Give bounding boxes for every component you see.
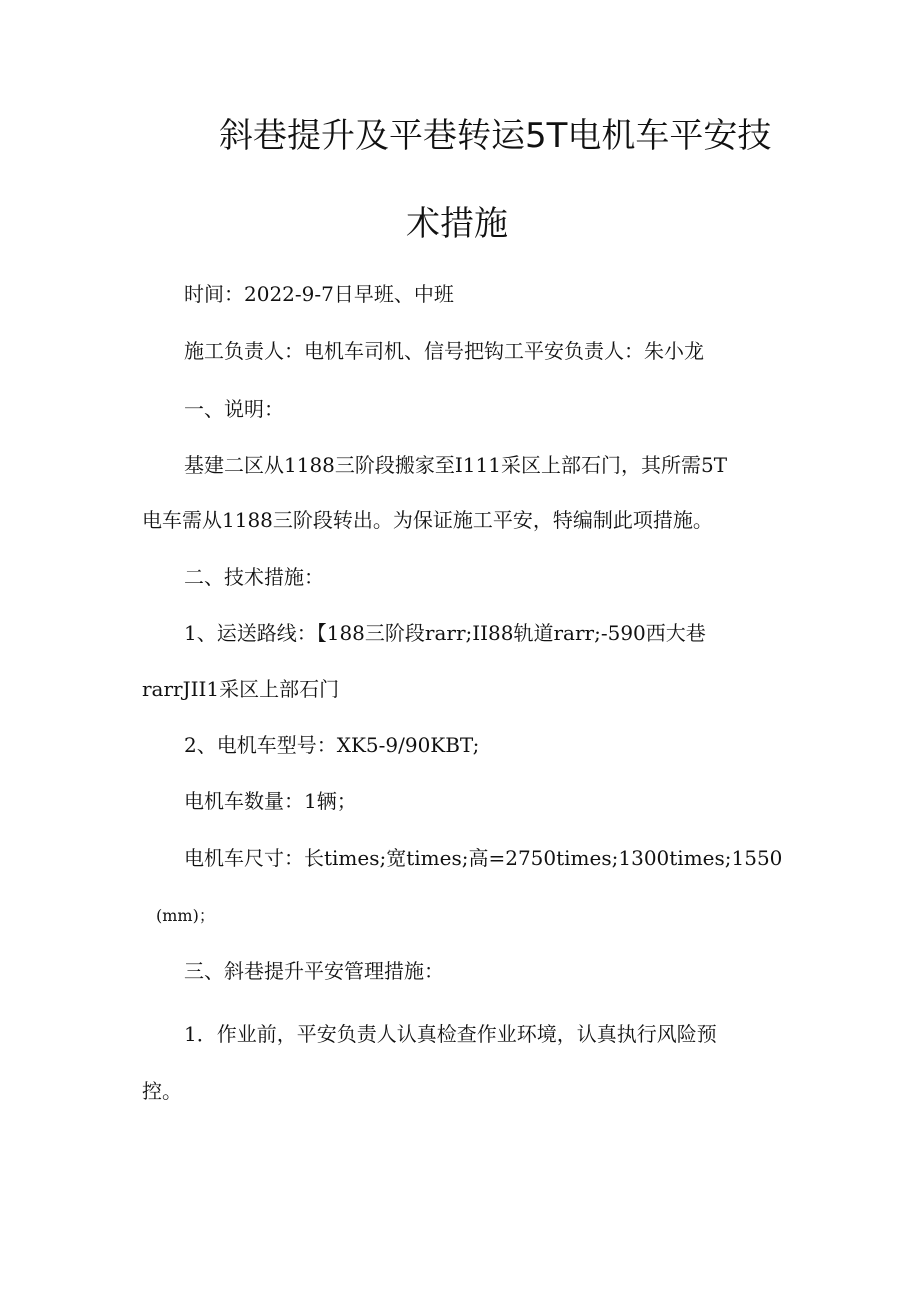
- section-1-heading: 一、说明：: [184, 397, 284, 421]
- route-line-2: rarrJII1采区上部石门: [142, 677, 340, 701]
- time-line: 时间：2022-9-7日早班、中班: [184, 282, 454, 306]
- section-1-paragraph-line-1: 基建二区从1188三阶段搬家至I111采区上部石门，其所需5T: [184, 453, 728, 477]
- locomotive-quantity-line: 电机车数量：1辆；: [184, 789, 357, 813]
- route-line-1: 1、运送路线：【188三阶段rarr;II88轨道rarr;-590西大巷: [184, 621, 706, 645]
- locomotive-model-line: 2、电机车型号：XK5-9/90KBT;: [184, 733, 480, 757]
- document-title-line-2: 术措施: [406, 204, 508, 244]
- responsible-line: 施工负责人：电机车司机、信号把钩工平安负责人：朱小龙: [184, 339, 704, 363]
- document-title-line-1: 斜巷提升及平巷转运5T电机车平安技: [219, 116, 772, 156]
- section-3-heading: 三、斜巷提升平安管理措施：: [184, 959, 444, 983]
- item-1-line-2: 控。: [142, 1079, 182, 1103]
- section-1-paragraph-line-2: 电车需从1188三阶段转出。为保证施工平安，特编制此项措施。: [142, 508, 713, 532]
- locomotive-size-line-1: 电机车尺寸：长times;宽times;高=2750times;1300times;1550: [184, 846, 783, 870]
- section-2-heading: 二、技术措施：: [184, 565, 324, 589]
- locomotive-size-line-2: (mm)；: [156, 906, 215, 925]
- item-1-line-1: 1．作业前，平安负责人认真检查作业环境，认真执行风险预: [184, 1022, 717, 1046]
